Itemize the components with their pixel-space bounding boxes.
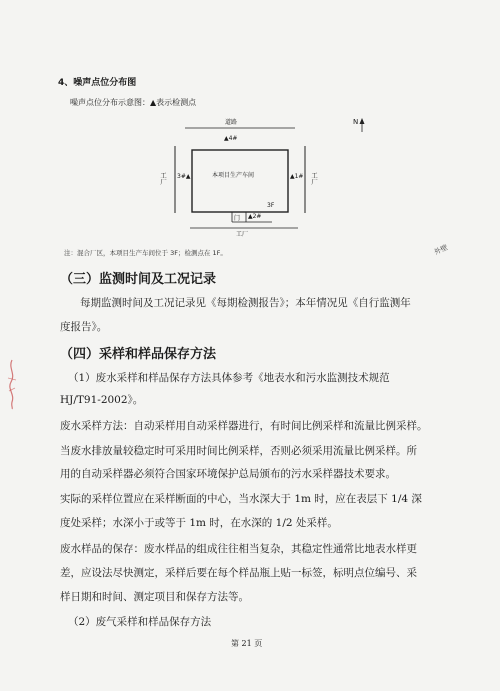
sample-preservation-line-3: 样日期和时间、测定项目和保存方法等。 [60, 591, 249, 603]
sample-preservation-line-1: 废水样品的保存：废水样品的组成往往相当复杂，其稳定性通常比地表水样更 [60, 543, 417, 555]
page-number: 第 21 页 [231, 639, 263, 648]
sampling-position-line-2: 度处采样；水深小于或等于 1m 时，在水深的 1/2 处采样。 [60, 517, 338, 529]
point-1-marker: ▲1# [290, 173, 304, 180]
point-3-marker: 3#▲ [177, 173, 191, 180]
factory-right-label: 工厂 [310, 172, 318, 185]
road-label: 道路 [225, 119, 238, 126]
corner-handwritten-note: 外壁 [432, 243, 450, 257]
factory-bottom-label: 工厂 [236, 231, 249, 238]
wastewater-sampling-method: 废水采样方法：自动采样用自动采样器进行，有时间比例采样和流量比例采样。 [60, 420, 428, 432]
red-stamp-mark [5, 358, 19, 410]
point-4-marker: ▲4# [224, 135, 238, 142]
item-1-line-1: （1）废水采样和样品保存方法具体参考《地表水和污水监测技术规范 [68, 372, 390, 384]
point-2-marker: ▲2# [248, 213, 262, 220]
item-1-line-2: HJ/T91-2002》。 [60, 394, 144, 406]
section-3-title: （三）监测时间及工况记录 [60, 272, 217, 287]
sampling-position-line-1: 实际的采样位置应在采样断面的中心，当水深大于 1m 时，应在表层下 1/4 深 [60, 493, 422, 505]
diagram-lines [150, 118, 400, 246]
diagram-caption: 噪声点位分布示意图：▲表示检测点 [70, 98, 197, 107]
section-3-para-line-1: 每期监测时间及工况记录见《每期检测报告》；本年情况见《自行监测年 [80, 297, 411, 309]
section-3-para-line-2: 度报告》。 [60, 321, 108, 333]
building-label: 本项目生产车间 [212, 172, 255, 179]
door-label: 门 [234, 215, 241, 222]
diagram-note: 注：混合厂区，本项目生产车间位于 3F；检测点在 1F。 [64, 249, 227, 257]
north-label: N [353, 118, 359, 126]
sampling-para-line-1: 当废水排放量较稳定时可采用时间比例采样，否则必须采用流量比例采样。所 [60, 445, 417, 457]
noise-point-diagram [150, 118, 400, 246]
noise-section-title: 4、噪声点位分布图 [58, 78, 137, 88]
factory-left-label: 工厂 [159, 172, 167, 185]
section-4-title: （四）采样和样品保存方法 [60, 347, 217, 362]
item-2-title: （2）废气采样和样品保存方法 [68, 616, 212, 628]
sample-preservation-line-2: 差，应设法尽快测定，采样后要在每个样品瓶上贴一标签，标明点位编号、采 [60, 567, 417, 579]
floor-label: 3F [267, 202, 275, 209]
sampling-para-line-2: 用的自动采样器必须符合国家环境保护总局颁布的污水采样器技术要求。 [60, 468, 396, 480]
